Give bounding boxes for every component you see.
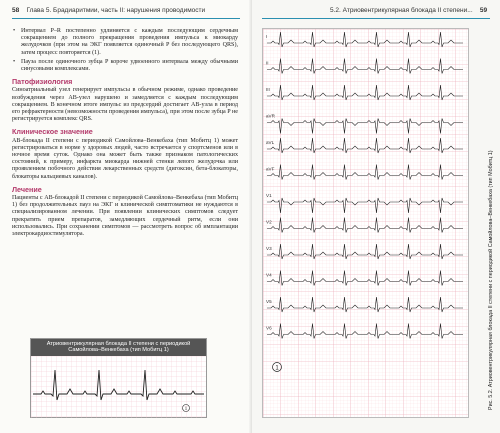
ecg-figure <box>262 28 469 418</box>
lead-label: aVL <box>266 140 275 145</box>
paragraph: АВ-блокада II степени с периодикой Самойлова–Венкебаха (тип Мобитц 1) может регистрироваться в норме у здоровых людей, часто встречается у спортсменов или в ночное время суток. Однако она может быть также признаком патологических состояний, к примеру, инфаркта миокарда нижней стенки левого желудочка или проявлением побочного действия лекарственных средств (дигоксин, бета-блокаторы, блокаторы кальциевых каналов). <box>12 137 238 180</box>
lead-label: V3 <box>266 246 272 251</box>
lead-label: II <box>266 60 269 66</box>
paragraph: Пациенты с АВ-блокадой II степени с периодикой Самойлова–Венкебаха (тип Мобитц 1) без продолжительных пауз на ЭКГ и клинической симптоматики не нуждаются в специализированном лечении. При появлении клинических симптомов следует прекратить прием препаратов, замедляющих сердечный ритм, если они использовались. При сохранении симптомов — рассмотреть вопрос об имплантации электрокардиостимулятора. <box>12 195 238 238</box>
left-running-head <box>12 7 205 14</box>
inset-figure-title: Атриовентрикулярная блокада II степени с периодикой Самойлова–Венкебаха (тип Мобитц 1) <box>31 339 206 356</box>
inset-figure <box>30 338 207 418</box>
right-section-title: 5.2. Атриовентрикулярная блокада II степени... <box>330 7 473 14</box>
section-heading-clinical: Клиническое значение <box>12 127 93 137</box>
lead-label: aVF <box>266 166 275 172</box>
paragraph: Синоатриальный узел генерирует импульсы в обычном режиме, однако проведение возбуждения через АВ-узел нарушено и замедляется с каждым последующим сокращением. В конечном итоге импульс из предсердий достигает АВ-узла в период его рефрактерности (невозможности проведения импульса), при этом после зубца P не регистрируется комплекс QRS. <box>12 87 238 123</box>
bullet-item: • Интервал P–R постепенно удлиняется с каждым последующим сердечным сокращением до полного прекращения проведения импульса к миокарду желудочков (при этом на ЭКГ появляется одиночный P без последующего QRS), затем процесс повторяется (1). <box>13 28 238 56</box>
marker-label: 1 <box>184 406 188 412</box>
left-body <box>12 28 238 240</box>
right-running-head <box>330 7 487 14</box>
lead-label: aVR <box>266 113 275 119</box>
left-page-number: 58 <box>12 7 20 14</box>
right-page-number: 59 <box>479 7 488 14</box>
section-heading-treatment: Лечение <box>12 184 42 194</box>
left-header-rule <box>12 18 240 19</box>
lead-label: V1 <box>266 193 272 198</box>
figure-caption-text: Рис. 5.2. Атриовентрикулярная блокада II степени с периодикой Самойлова–Венкебаха (тип Мобитц 1) <box>488 150 494 410</box>
section-heading-pathophysiology: Патофизиология <box>12 77 73 87</box>
lead-label: III <box>266 87 270 92</box>
left-chapter-title: Глава 5. Брадиаритмии, часть II: нарушения проводимости <box>26 7 206 14</box>
marker-label: 1 <box>275 365 279 372</box>
right-header-rule <box>262 18 490 19</box>
lead-label: V5 <box>266 299 272 304</box>
lead-label: V6 <box>266 325 272 331</box>
lead-label: V4 <box>266 272 272 278</box>
ecg-grid <box>263 29 468 417</box>
bullet-item: • Пауза после одиночного зубца P короче удвоенного интервала между обычными синусовыми комплексами. <box>13 58 238 73</box>
inset-ecg-strip <box>31 356 206 418</box>
lead-label: V2 <box>266 219 272 225</box>
ecg-12-lead <box>263 29 468 417</box>
lead-label: I <box>266 34 268 39</box>
figure-caption <box>476 90 494 410</box>
